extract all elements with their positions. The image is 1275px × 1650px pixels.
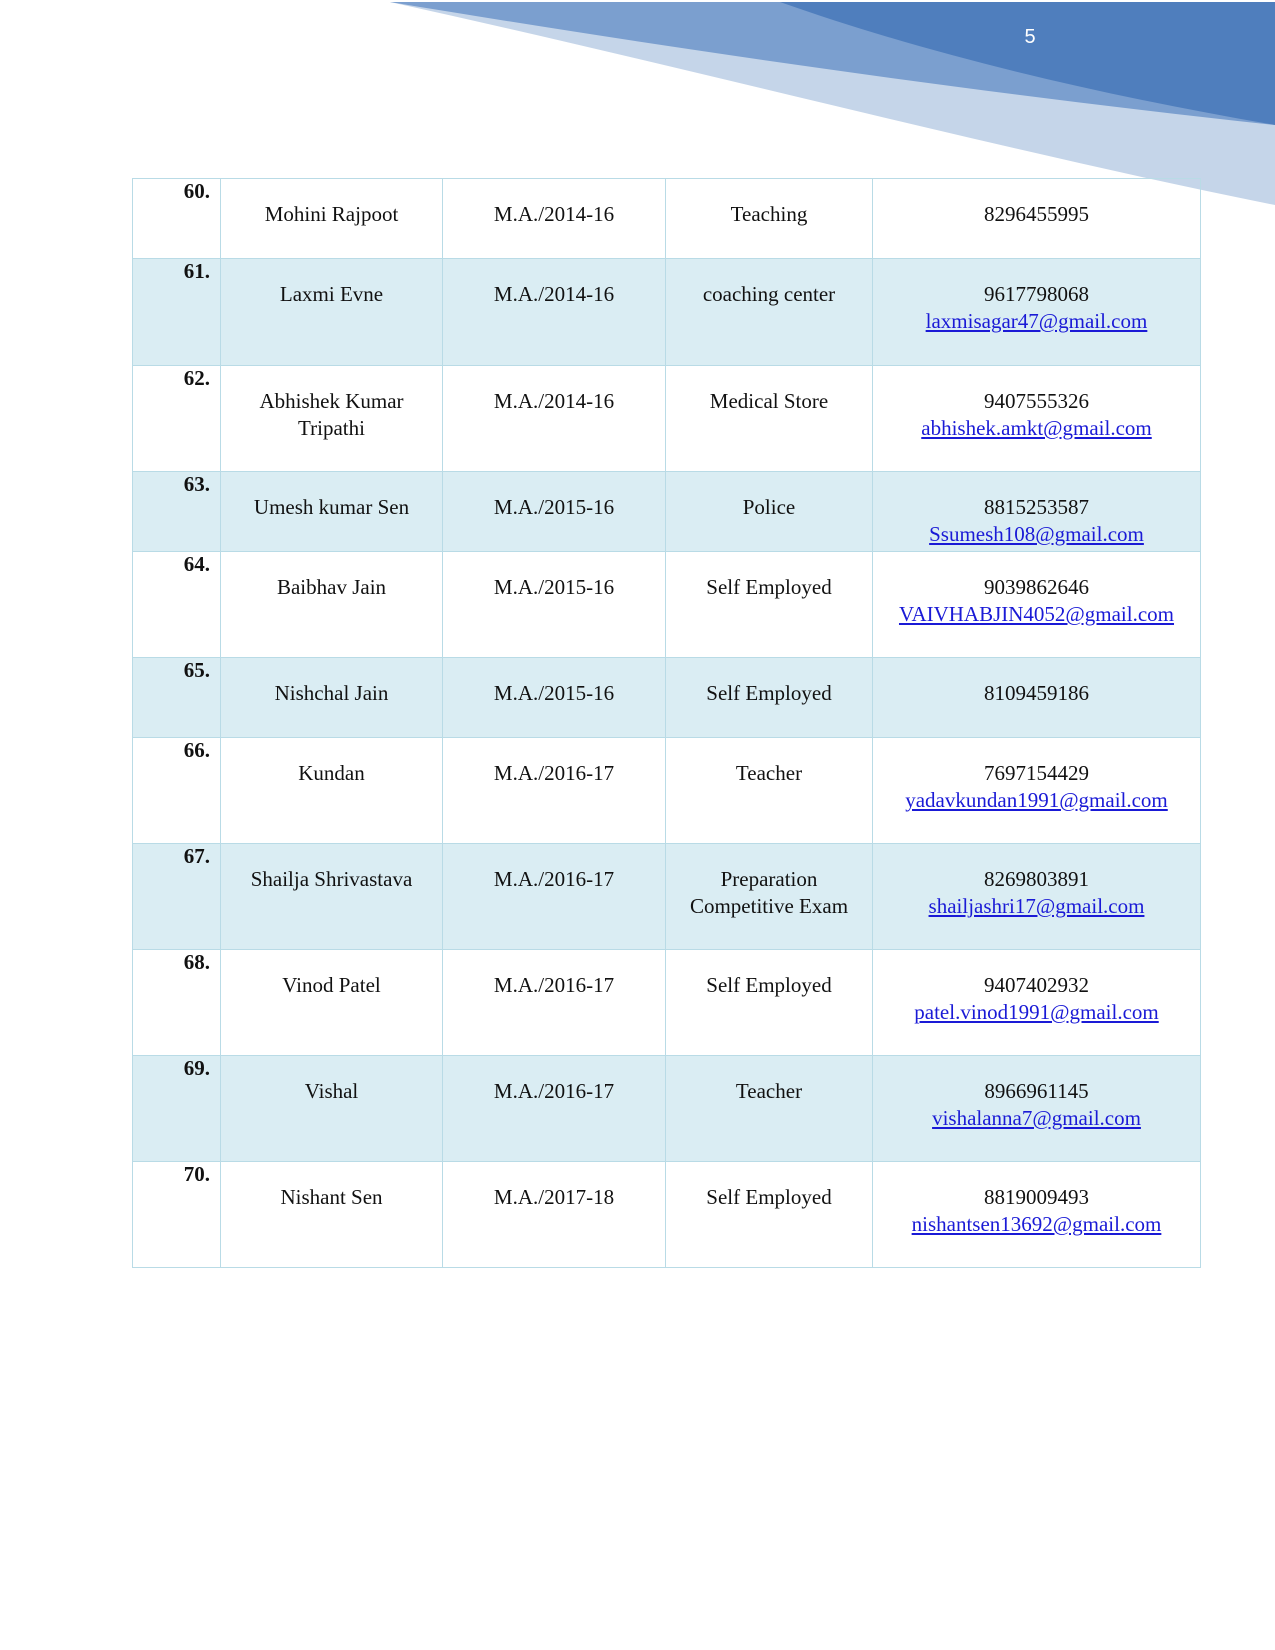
- table-row: [133, 179, 1201, 259]
- course-year: M.A./2014-16: [443, 179, 666, 259]
- serial-number: 60.: [133, 179, 221, 259]
- contact-cell: [873, 552, 1201, 658]
- serial-number: 63.: [133, 472, 221, 552]
- table-row: [133, 366, 1201, 472]
- contact-cell: [873, 472, 1201, 552]
- serial-number: 66.: [133, 738, 221, 844]
- contact-cell: [873, 179, 1201, 259]
- table-row: [133, 950, 1201, 1056]
- phone-number: 8815253587: [984, 495, 1089, 519]
- email-link[interactable]: abhishek.amkt@gmail.com: [921, 416, 1152, 440]
- phone-number: 9039862646: [984, 575, 1089, 599]
- course-year: M.A./2015-16: [443, 472, 666, 552]
- alumni-name: Mohini Rajpoot: [221, 179, 443, 259]
- phone-number: 8819009493: [984, 1185, 1089, 1209]
- course-year: M.A./2016-17: [443, 1056, 666, 1162]
- course-year: M.A./2014-16: [443, 259, 666, 366]
- email-link[interactable]: laxmisagar47@gmail.com: [925, 309, 1148, 333]
- course-year: M.A./2015-16: [443, 552, 666, 658]
- phone-number: 8296455995: [984, 202, 1089, 226]
- email-link[interactable]: patel.vinod1991@gmail.com: [914, 1000, 1159, 1024]
- course-year: M.A./2016-17: [443, 738, 666, 844]
- serial-number: 62.: [133, 366, 221, 472]
- contact-cell: [873, 259, 1201, 366]
- occupation: Self Employed: [666, 552, 873, 658]
- alumni-name: Umesh kumar Sen: [221, 472, 443, 552]
- contact-cell: [873, 738, 1201, 844]
- occupation: Police: [666, 472, 873, 552]
- serial-number: 70.: [133, 1162, 221, 1268]
- table-row: [133, 1056, 1201, 1162]
- email-link[interactable]: VAIVHABJIN4052@gmail.com: [898, 602, 1175, 626]
- table-row: [133, 259, 1201, 366]
- course-year: M.A./2014-16: [443, 366, 666, 472]
- table-row: [133, 552, 1201, 658]
- occupation: Teacher: [666, 738, 873, 844]
- alumni-name: Abhishek Kumar Tripathi: [221, 366, 443, 472]
- phone-number: 9407555326: [984, 389, 1089, 413]
- serial-number: 61.: [133, 259, 221, 366]
- occupation: Self Employed: [666, 950, 873, 1056]
- phone-number: 7697154429: [984, 761, 1089, 785]
- occupation: Medical Store: [666, 366, 873, 472]
- contact-cell: [873, 844, 1201, 950]
- alumni-name: Kundan: [221, 738, 443, 844]
- table-row: [133, 738, 1201, 844]
- course-year: M.A./2016-17: [443, 950, 666, 1056]
- serial-number: 65.: [133, 658, 221, 738]
- contact-cell: [873, 658, 1201, 738]
- phone-number: 8269803891: [984, 867, 1089, 891]
- email-link[interactable]: shailjashri17@gmail.com: [928, 894, 1145, 918]
- occupation: coaching center: [666, 259, 873, 366]
- page-number: 5: [1024, 26, 1036, 48]
- contact-cell: [873, 1162, 1201, 1268]
- email-link[interactable]: yadavkundan1991@gmail.com: [905, 788, 1168, 812]
- course-year: M.A./2016-17: [443, 844, 666, 950]
- alumni-name: Vinod Patel: [221, 950, 443, 1056]
- alumni-name: Nishant Sen: [221, 1162, 443, 1268]
- occupation: Self Employed: [666, 658, 873, 738]
- contact-cell: [873, 366, 1201, 472]
- alumni-name: Laxmi Evne: [221, 259, 443, 366]
- course-year: M.A./2015-16: [443, 658, 666, 738]
- table-row: [133, 658, 1201, 738]
- email-link[interactable]: nishantsen13692@gmail.com: [911, 1212, 1162, 1236]
- table-row: [133, 1162, 1201, 1268]
- serial-number: 69.: [133, 1056, 221, 1162]
- occupation: Preparation Competitive Exam: [666, 844, 873, 950]
- occupation: Teacher: [666, 1056, 873, 1162]
- email-link[interactable]: vishalanna7@gmail.com: [932, 1106, 1141, 1130]
- email-link[interactable]: Ssumesh108@gmail.com: [929, 522, 1144, 546]
- alumni-table: [132, 178, 1201, 1268]
- contact-cell: [873, 950, 1201, 1056]
- table-row: [133, 472, 1201, 552]
- serial-number: 68.: [133, 950, 221, 1056]
- alumni-name: Nishchal Jain: [221, 658, 443, 738]
- phone-number: 9407402932: [984, 973, 1089, 997]
- occupation: Self Employed: [666, 1162, 873, 1268]
- phone-number: 9617798068: [984, 282, 1089, 306]
- serial-number: 64.: [133, 552, 221, 658]
- course-year: M.A./2017-18: [443, 1162, 666, 1268]
- alumni-name: Baibhav Jain: [221, 552, 443, 658]
- table-row: [133, 844, 1201, 950]
- phone-number: 8109459186: [984, 681, 1089, 705]
- alumni-name: Shailja Shrivastava: [221, 844, 443, 950]
- occupation: Teaching: [666, 179, 873, 259]
- contact-cell: [873, 1056, 1201, 1162]
- serial-number: 67.: [133, 844, 221, 950]
- phone-number: 8966961145: [984, 1079, 1089, 1103]
- alumni-name: Vishal: [221, 1056, 443, 1162]
